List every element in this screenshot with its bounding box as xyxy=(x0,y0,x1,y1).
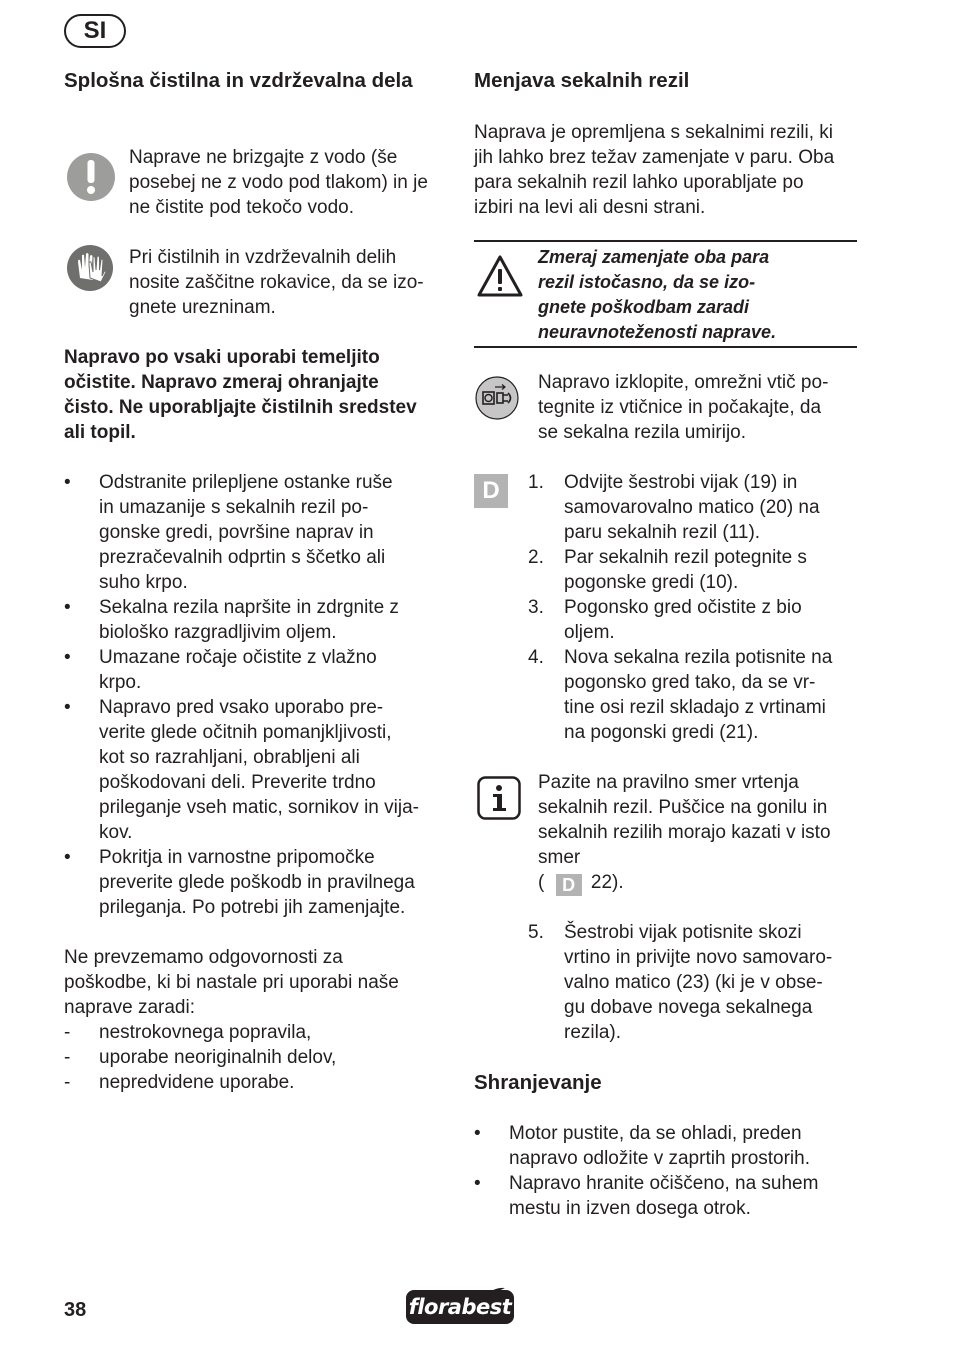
liability-dash-list xyxy=(64,1020,449,1095)
list-item: • Motor pustite, da se ohladi, preden napravo odložite v zaprtih prostorih. xyxy=(474,1123,810,1169)
list-item: 4. Nova sekalna rezila potisnite na pogonsko gred tako, da se vr- tine osi rezil skladajo z vrtinami na pogonski gredi (21). xyxy=(528,647,833,743)
list-item: • Sekalna rezila napršite in zdrgnite z biološko razgradljivim oljem. xyxy=(64,597,399,643)
list-item: - uporabe neoriginalnih delov, xyxy=(64,1047,337,1068)
protective-gloves-icon xyxy=(66,244,114,292)
warning-triangle-icon xyxy=(476,254,524,298)
page-number: 38 xyxy=(64,1299,87,1321)
list-item: • Pokritja in varnostne pripomočke preverite glede poškodb in pravilnega prileganja. Po potrebi jih zamenjajte. xyxy=(64,847,415,918)
figure-d-badge: D xyxy=(474,474,508,508)
unplug-note-text: Napravo izklopite, omrežni vtič po- tegnite iz vtičnice in počakajte, da se sekalna rezila umirijo. xyxy=(538,372,829,443)
list-item: 5. Šestrobi vijak potisnite skozi vrtino in privijte novo samovaro- valno matico (23) (ki je v obse- gu dobave novega sekalnega rezila). xyxy=(528,922,833,1043)
warning-box xyxy=(474,240,857,348)
clean-after-use-text: Napravo po vsaki uporabi temeljito očistite. Napravo zmeraj ohranjajte čisto. Ne uporabljajte čistilnih sredstev ali topil. xyxy=(64,347,417,443)
liability-text: Ne prevzemamo odgovornosti za poškodbe, ki bi nastale pri uporabi naše naprave zaradi: xyxy=(64,947,399,1018)
figure-reference: ( D 22). xyxy=(538,872,624,895)
section-heading-blade-change: Menjava sekalnih rezil xyxy=(474,69,690,92)
storage-bullet-list xyxy=(474,1121,858,1221)
list-item: • Umazane ročaje očistite z vlažno krpo. xyxy=(64,647,377,693)
list-item: • Napravo hranite očiščeno, na suhem mestu in izven dosega otrok. xyxy=(474,1173,819,1219)
language-badge: SI xyxy=(64,14,126,48)
exclamation-icon xyxy=(66,152,116,202)
gloves-note-text: Pri čistilnih in vzdrževalnih delih nosite zaščitne rokavice, da se izo- gnete urezninam. xyxy=(129,247,424,318)
warning-replace-both-text: Zmeraj zamenjate oba para rezil istočasno, da se izo- gnete poškodbam zaradi neuravnoteženosti naprave. xyxy=(538,247,777,342)
list-item: - nestrokovnega popravila, xyxy=(64,1022,312,1043)
blade-change-steps xyxy=(528,470,858,745)
list-item: 3. Pogonsko gred očistite z bio oljem. xyxy=(528,597,802,643)
list-item: - nepredvidene uporabe. xyxy=(64,1072,295,1093)
blade-change-intro: Naprava je opremljena s sekalnimi rezili, ki jih lahko brez težav zamenjate v paru. Oba para sekalnih rezil lahko uporabljate po izbiri na levi ali desni strani. xyxy=(474,122,835,218)
brand-logo: florabest xyxy=(406,1290,514,1324)
list-item: 1. Odvijte šestrobi vijak (19) in samovarovalno matico (20) na paru sekalnih rezil (11). xyxy=(528,472,820,543)
warning-no-water-text: Naprave ne brizgajte z vodo (še posebej ne z vodo pod tlakom) in je ne čistite pod tekočo vodo. xyxy=(129,147,428,218)
unplug-icon xyxy=(475,376,519,420)
list-item: • Napravo pred vsako uporabo pre- verite glede očitnih pomanjkljivosti, kot so razrahljani, obrabljeni ali poškodovani deli. Preverite trdno prileganje vseh matic, sornikov in vija- kov. xyxy=(64,697,419,843)
list-item: 2. Par sekalnih rezil potegnite s pogonske gredi (10). xyxy=(528,547,807,593)
figure-d-inline-badge: D xyxy=(556,874,582,896)
section-heading-cleaning: Splošna čistilna in vzdrževalna dela xyxy=(64,69,413,92)
cleaning-bullet-list xyxy=(64,470,449,920)
rotation-direction-note: Pazite na pravilno smer vrtenja sekalnih rezil. Puščice na gonilu in sekalnih rezilih morajo kazati v isto smer ( D 22). xyxy=(538,770,858,896)
info-icon xyxy=(477,776,521,820)
blade-change-step-5 xyxy=(528,920,858,1045)
section-heading-storage: Shranjevanje xyxy=(474,1071,602,1094)
list-item: • Odstranite prilepljene ostanke ruše in umazanije s sekalnih rezil po- gonske gredi, površine naprav in prezračevalnih odprtin s ščetko ali suho krpo. xyxy=(64,472,393,593)
